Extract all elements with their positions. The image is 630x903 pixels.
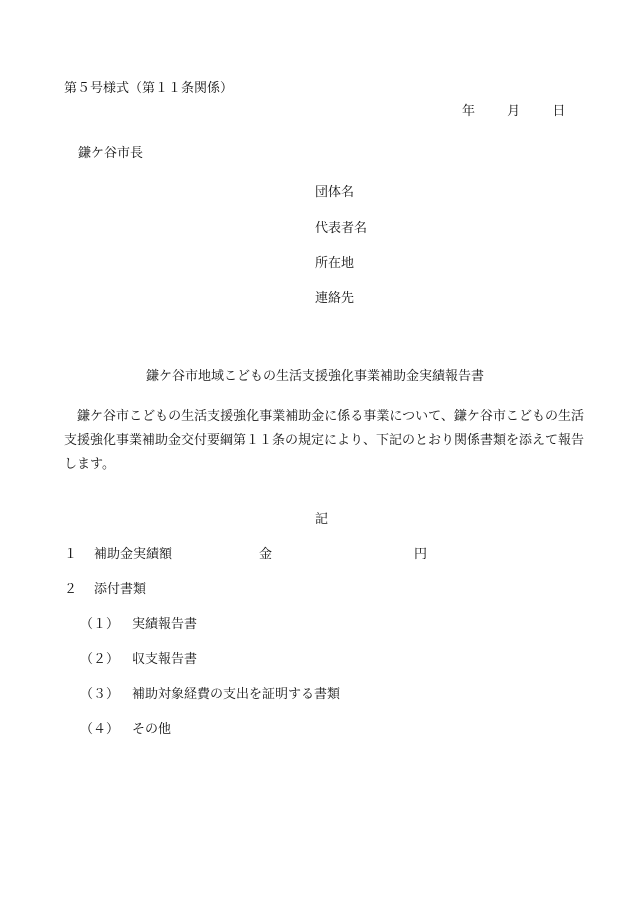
applicant-field-address: 所在地	[315, 256, 355, 271]
attachment-item	[80, 652, 198, 667]
date-year: 年	[462, 104, 476, 119]
attachment-number: （４）	[80, 722, 120, 737]
body-paragraph: 鎌ケ谷市こどもの生活支援強化事業補助金に係る事業について、鎌ケ谷市こどもの生活支援強化事業補助金交付要綱第１１条の規定により、下記のとおり関係書類を添えて報告します。	[64, 409, 585, 472]
attachment-number: （２）	[80, 652, 120, 667]
date-line	[462, 105, 565, 118]
document-title: 鎌ケ谷市地域こどもの生活支援強化事業補助金実績報告書	[145, 369, 484, 384]
item1-prefix: 金	[259, 547, 273, 562]
attachment-label: 実績報告書	[132, 617, 198, 632]
applicant-field-group-name: 団体名	[315, 185, 355, 200]
attachment-item	[80, 617, 198, 632]
form-number: 第５号様式（第１１条関係）	[64, 81, 234, 96]
applicant-field-contact: 連絡先	[315, 291, 355, 306]
ki-heading: 記	[315, 512, 329, 527]
attachment-number: （３）	[80, 687, 120, 702]
item2-label: 添付書類	[94, 582, 147, 597]
attachment-item	[80, 687, 341, 702]
attachment-item	[80, 722, 172, 737]
date-month: 月	[507, 104, 521, 119]
attachment-label: その他	[132, 722, 172, 737]
applicant-field-representative: 代表者名	[315, 221, 368, 236]
item1-unit: 円	[414, 547, 428, 562]
addressee: 鎌ケ谷市長	[78, 146, 144, 161]
attachment-number: （１）	[80, 617, 120, 632]
item1-label: 補助金実績額	[94, 547, 173, 562]
item2-number: ２	[64, 582, 78, 597]
attachment-label: 補助対象経費の支出を証明する書類	[132, 687, 341, 702]
attachment-label: 収支報告書	[132, 652, 198, 667]
date-day: 日	[552, 104, 566, 119]
item1-number: １	[64, 547, 78, 562]
